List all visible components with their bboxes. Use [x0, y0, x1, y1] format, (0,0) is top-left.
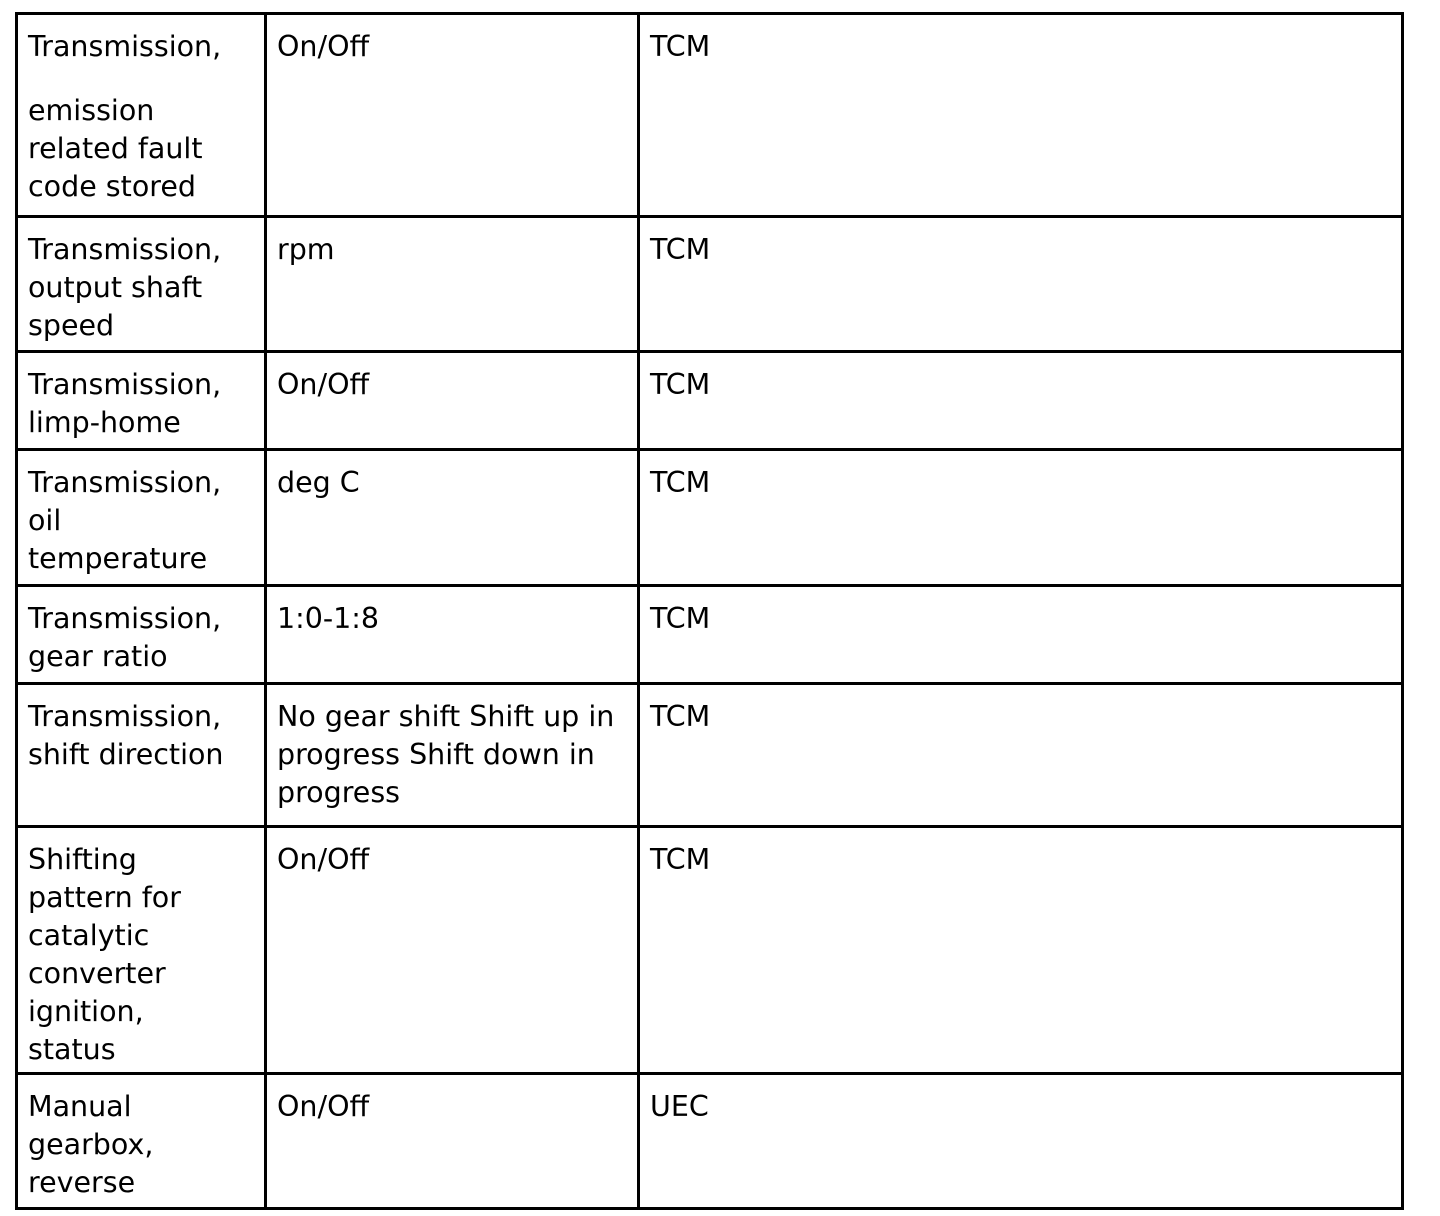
signal-name-line: speed	[28, 309, 115, 342]
signal-name-line: Transmission,	[28, 602, 222, 635]
table-row	[17, 217, 1403, 352]
table-row	[17, 1074, 1403, 1209]
signal-value-cell: rpm	[266, 217, 639, 352]
signal-value-cell: deg C	[266, 450, 639, 586]
table-row	[17, 352, 1403, 450]
signal-table	[15, 12, 1404, 1210]
signal-name-cell	[17, 1074, 266, 1209]
signal-source-cell: TCM	[639, 827, 1403, 1074]
signal-name-line: Transmission,	[28, 700, 222, 733]
signal-name-cell	[17, 352, 266, 450]
signal-value-cell: No gear shift Shift up in progress Shift down in progress	[266, 684, 639, 827]
signal-source-cell: UEC	[639, 1074, 1403, 1209]
signal-name-line: pattern for	[28, 881, 181, 914]
signal-name-line: shift direction	[28, 738, 224, 771]
signal-name-line: gear ratio	[28, 640, 168, 673]
signal-name-line: oil	[28, 504, 62, 537]
signal-name-line: emission	[28, 94, 155, 127]
signal-name-line: related fault	[28, 132, 203, 165]
signal-name-line: catalytic	[28, 919, 150, 952]
signal-name-line: Transmission,	[28, 30, 222, 63]
signal-name-line: temperature	[28, 542, 208, 575]
signal-name-line: Manual	[28, 1090, 132, 1123]
signal-name-cell	[17, 217, 266, 352]
signal-source-cell: TCM	[639, 586, 1403, 684]
signal-name-line: Transmission,	[28, 233, 222, 266]
signal-source-cell: TCM	[639, 684, 1403, 827]
table-row	[17, 450, 1403, 586]
signal-name-line: Transmission,	[28, 368, 222, 401]
signal-source-cell: TCM	[639, 14, 1403, 217]
signal-name-cell	[17, 14, 266, 217]
signal-name-line: limp-home	[28, 406, 181, 439]
signal-name-cell	[17, 586, 266, 684]
signal-name-line: Transmission,	[28, 466, 222, 499]
signal-name-cell	[17, 684, 266, 827]
signal-name-line: ignition,	[28, 995, 144, 1028]
signal-name-line: gearbox,	[28, 1128, 154, 1161]
table-row	[17, 586, 1403, 684]
table-row	[17, 827, 1403, 1074]
signal-name-line: Shifting	[28, 843, 137, 876]
table-row	[17, 14, 1403, 217]
signal-name-cell	[17, 827, 266, 1074]
signal-name-cell	[17, 450, 266, 586]
signal-source-cell: TCM	[639, 352, 1403, 450]
signal-name-line: code stored	[28, 170, 196, 203]
signal-value-cell: On/Off	[266, 827, 639, 1074]
signal-name-line: converter	[28, 957, 166, 990]
table-row	[17, 684, 1403, 827]
signal-name-line: status	[28, 1033, 116, 1066]
signal-name-line: reverse	[28, 1166, 136, 1199]
signal-value-cell: On/Off	[266, 352, 639, 450]
signal-value-cell: On/Off	[266, 14, 639, 217]
signal-source-cell: TCM	[639, 450, 1403, 586]
signal-value-cell: On/Off	[266, 1074, 639, 1209]
signal-value-cell: 1:0-1:8	[266, 586, 639, 684]
signal-source-cell: TCM	[639, 217, 1403, 352]
signal-name-line: output shaft	[28, 271, 203, 304]
